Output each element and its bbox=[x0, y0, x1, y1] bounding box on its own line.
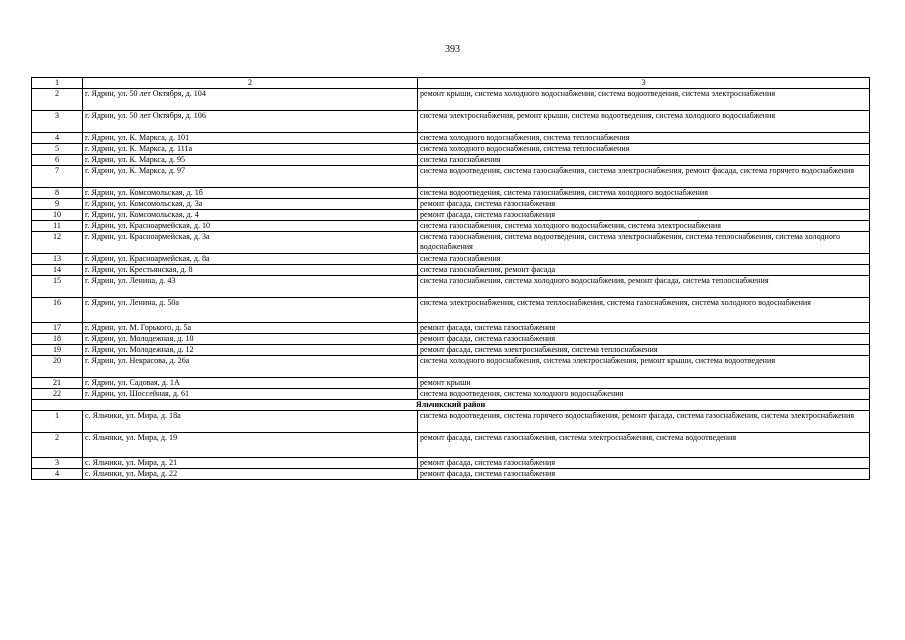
address-cell: г. Ядрин, ул. Ленина, д. 50а bbox=[83, 298, 418, 323]
works-cell: ремонт фасада, система электроснабжения, система теплоснабжения bbox=[418, 345, 870, 356]
works-cell: система холодного водоснабжения, система теплоснабжения bbox=[418, 144, 870, 155]
table-row bbox=[32, 89, 870, 111]
column-number-3: 3 bbox=[418, 78, 870, 89]
table-row bbox=[32, 254, 870, 265]
address-cell: г. Ядрин, ул. Некрасова, д. 26а bbox=[83, 356, 418, 378]
address-cell: г. Ядрин, ул. Шоссейная, д. 61 bbox=[83, 389, 418, 400]
row-number: 4 bbox=[32, 469, 83, 480]
address-cell: г. Ядрин, ул. Красноармейская, д. 10 bbox=[83, 221, 418, 232]
district-heading-row bbox=[32, 400, 870, 411]
row-number: 1 bbox=[32, 411, 83, 433]
row-number: 7 bbox=[32, 166, 83, 188]
works-cell: ремонт фасада, система газоснабжения bbox=[418, 199, 870, 210]
table-row bbox=[32, 323, 870, 334]
row-number: 4 bbox=[32, 133, 83, 144]
row-number: 18 bbox=[32, 334, 83, 345]
works-cell: система электроснабжения, система теплоснабжения, система газоснабжения, система холодного водоснабжения bbox=[418, 298, 870, 323]
address-cell: г. Ядрин, ул. К. Маркса, д. 95 bbox=[83, 155, 418, 166]
row-number: 11 bbox=[32, 221, 83, 232]
address-cell: г. Ядрин, ул. 50 лет Октября, д. 106 bbox=[83, 111, 418, 133]
table-row bbox=[32, 166, 870, 188]
address-cell: г. Ядрин, ул. Комсомольская, д. 4 bbox=[83, 210, 418, 221]
table-row bbox=[32, 298, 870, 323]
table-row bbox=[32, 458, 870, 469]
row-number: 2 bbox=[32, 433, 83, 458]
address-cell: г. Ядрин, ул. К. Маркса, д. 101 bbox=[83, 133, 418, 144]
works-cell: система водоотведения, система горячего водоснабжения, ремонт фасада, система газоснабжения, система электроснабжения bbox=[418, 411, 870, 433]
table-row bbox=[32, 210, 870, 221]
works-cell: система водоотведения, система газоснабжения, система холодного водоснабжения bbox=[418, 188, 870, 199]
address-cell: с. Яльчики, ул. Мира, д. 19 bbox=[83, 433, 418, 458]
address-cell: г. Ядрин, ул. Красноармейская, д. 8а bbox=[83, 254, 418, 265]
works-cell: ремонт фасада, система газоснабжения bbox=[418, 210, 870, 221]
address-cell: с. Яльчики, ул. Мира, д. 21 bbox=[83, 458, 418, 469]
table-row bbox=[32, 111, 870, 133]
row-number: 10 bbox=[32, 210, 83, 221]
row-number: 2 bbox=[32, 89, 83, 111]
address-cell: с. Яльчики, ул. Мира, д. 22 bbox=[83, 469, 418, 480]
table-row bbox=[32, 433, 870, 458]
table-row bbox=[32, 389, 870, 400]
table-body bbox=[32, 78, 870, 480]
address-cell: г. Ядрин, ул. Молодежная, д. 12 bbox=[83, 345, 418, 356]
works-cell: система газоснабжения bbox=[418, 254, 870, 265]
table-row bbox=[32, 345, 870, 356]
row-number: 21 bbox=[32, 378, 83, 389]
works-cell: система электроснабжения, ремонт крыши, система водоотведения, система холодного водоснабжения bbox=[418, 111, 870, 133]
works-cell: система холодного водоснабжения, система теплоснабжения bbox=[418, 133, 870, 144]
row-number: 15 bbox=[32, 276, 83, 298]
works-cell: ремонт фасада, система газоснабжения bbox=[418, 334, 870, 345]
row-number: 17 bbox=[32, 323, 83, 334]
column-number-1: 1 bbox=[32, 78, 83, 89]
table-row bbox=[32, 133, 870, 144]
row-number: 13 bbox=[32, 254, 83, 265]
row-number: 19 bbox=[32, 345, 83, 356]
district-heading: Яльчикский район bbox=[32, 400, 870, 411]
row-number: 14 bbox=[32, 265, 83, 276]
works-cell: ремонт крыши, система холодного водоснабжения, система водоотведения, система электроснабжения bbox=[418, 89, 870, 111]
row-number: 22 bbox=[32, 389, 83, 400]
works-cell: ремонт фасада, система газоснабжения bbox=[418, 323, 870, 334]
table-row bbox=[32, 469, 870, 480]
table-row bbox=[32, 356, 870, 378]
works-cell: ремонт фасада, система газоснабжения bbox=[418, 469, 870, 480]
address-cell: г. Ядрин, ул. Комсомольская, д. 3а bbox=[83, 199, 418, 210]
row-number: 12 bbox=[32, 232, 83, 254]
address-cell: г. Ядрин, ул. 50 лет Октября, д. 104 bbox=[83, 89, 418, 111]
address-cell: г. Ядрин, ул. Молодежная, д. 10 bbox=[83, 334, 418, 345]
table-row bbox=[32, 188, 870, 199]
table-row bbox=[32, 199, 870, 210]
address-cell: г. Ядрин, ул. Комсомольская, д. 1б bbox=[83, 188, 418, 199]
page-number: 393 bbox=[445, 44, 460, 55]
works-cell: ремонт фасада, система газоснабжения bbox=[418, 458, 870, 469]
address-cell: с. Яльчики, ул. Мира, д. 18а bbox=[83, 411, 418, 433]
row-number: 6 bbox=[32, 155, 83, 166]
table-row bbox=[32, 334, 870, 345]
column-number-2: 2 bbox=[83, 78, 418, 89]
table-row bbox=[32, 144, 870, 155]
address-cell: г. Ядрин, ул. К. Маркса, д. 97 bbox=[83, 166, 418, 188]
address-cell: г. Ядрин, ул. Садовая, д. 1А bbox=[83, 378, 418, 389]
works-cell: система водоотведения, система холодного водоснабжения bbox=[418, 389, 870, 400]
works-cell: система газоснабжения bbox=[418, 155, 870, 166]
row-number: 20 bbox=[32, 356, 83, 378]
works-cell: система газоснабжения, система холодного водоснабжения, система электроснабжения bbox=[418, 221, 870, 232]
address-cell: г. Ядрин, ул. Ленина, д. 43 bbox=[83, 276, 418, 298]
works-cell: система водоотведения, система газоснабжения, система электроснабжения, ремонт фасада, система горячего водоснабжения bbox=[418, 166, 870, 188]
address-cell: г. Ядрин, ул. Крестьянская, д. 8 bbox=[83, 265, 418, 276]
table-row bbox=[32, 378, 870, 389]
table-row bbox=[32, 232, 870, 254]
works-cell: система газоснабжения, система холодного водоснабжения, ремонт фасада, система теплоснабжения bbox=[418, 276, 870, 298]
works-cell: ремонт крыши bbox=[418, 378, 870, 389]
address-cell: г. Ядрин, ул. К. Маркса, д. 111а bbox=[83, 144, 418, 155]
works-cell: система холодного водоснабжения, система электроснабжения, ремонт крыши, система водоотведения bbox=[418, 356, 870, 378]
works-table bbox=[31, 77, 870, 480]
table-row bbox=[32, 276, 870, 298]
row-number: 3 bbox=[32, 111, 83, 133]
table-row bbox=[32, 221, 870, 232]
works-cell: система газоснабжения, ремонт фасада bbox=[418, 265, 870, 276]
row-number: 9 bbox=[32, 199, 83, 210]
row-number: 16 bbox=[32, 298, 83, 323]
address-cell: г. Ядрин, ул. Красноармейская, д. 3а bbox=[83, 232, 418, 254]
table-row bbox=[32, 411, 870, 433]
row-number: 5 bbox=[32, 144, 83, 155]
table-row bbox=[32, 155, 870, 166]
row-number: 8 bbox=[32, 188, 83, 199]
row-number: 3 bbox=[32, 458, 83, 469]
table-row bbox=[32, 265, 870, 276]
column-number-row bbox=[32, 78, 870, 89]
works-cell: ремонт фасада, система газоснабжения, система электроснабжения, система водоотведения bbox=[418, 433, 870, 458]
works-cell: система газоснабжения, система водоотведения, система электроснабжения, система теплоснабжения, система холодного водоснабжения bbox=[418, 232, 870, 254]
address-cell: г. Ядрин, ул. М. Горького, д. 5а bbox=[83, 323, 418, 334]
